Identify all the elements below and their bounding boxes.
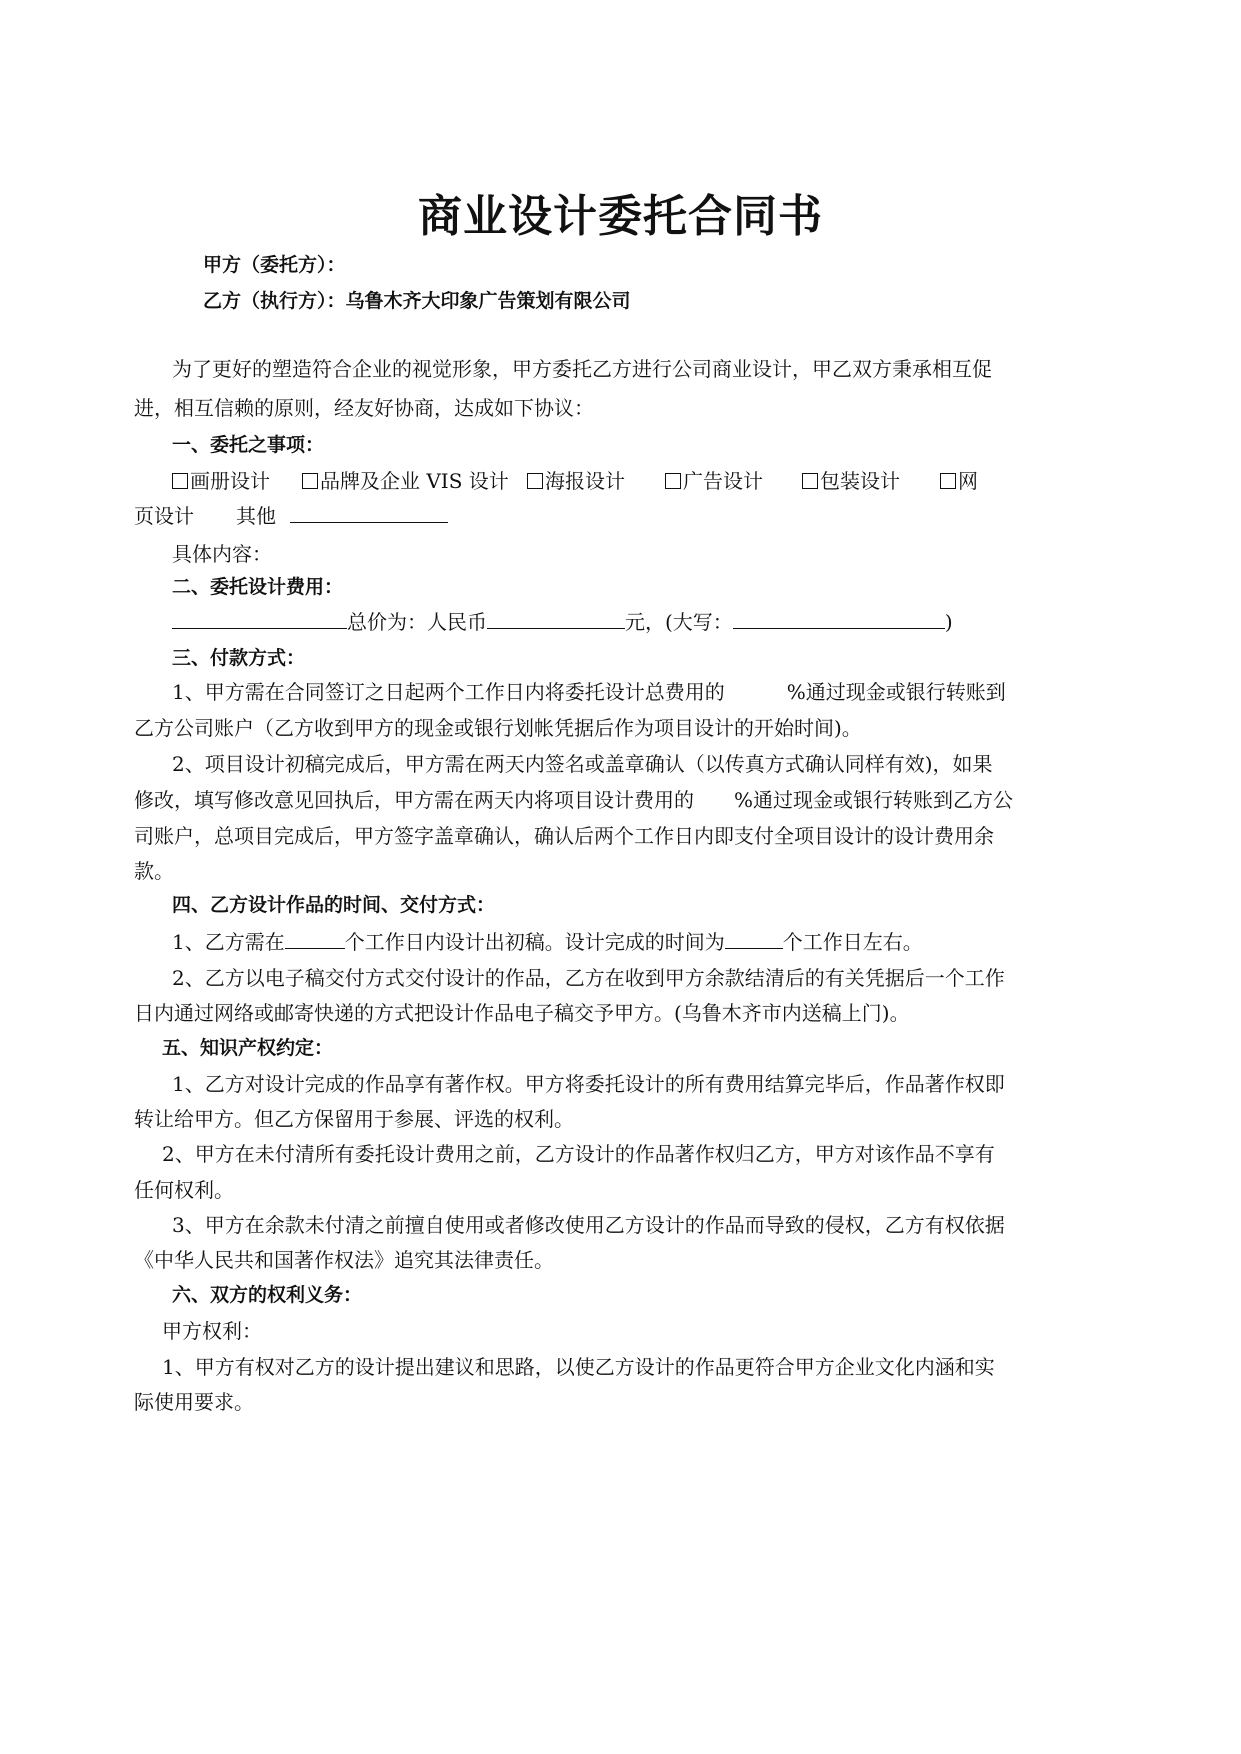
checkbox-icon[interactable]: [940, 473, 956, 489]
delivery-1: 1、乙方需在 个工作日内设计出初稿。设计完成的时间为 个工作日左右。: [172, 926, 923, 955]
option-brand-vis[interactable]: 品牌及企业 VIS 设计: [302, 465, 509, 494]
option-packaging[interactable]: 包装设计: [802, 465, 900, 494]
section-3-heading: 三、付款方式：: [172, 647, 306, 669]
checkbox-icon[interactable]: [527, 473, 543, 489]
checkbox-icon[interactable]: [665, 473, 681, 489]
detail-label: 具体内容：: [172, 542, 272, 566]
party-b-label: 乙方（执行方）：乌鲁木齐大印象广告策划有限公司: [203, 290, 631, 312]
option-brochure[interactable]: 画册设计: [172, 465, 270, 494]
delivery-2-line-2: 日内通过网络或邮寄快递的方式把设计作品电子稿交予甲方。(乌鲁木齐市内送稿上门)。: [134, 1001, 910, 1025]
fee-item-blank[interactable]: [172, 606, 347, 629]
rights-1-line-1: 1、甲方有权对乙方的设计提出建议和思路，以使乙方设计的作品更符合甲方企业文化内涵和实: [162, 1355, 995, 1379]
checkbox-icon[interactable]: [302, 473, 318, 489]
finish-days-blank[interactable]: [725, 926, 783, 949]
payment-2-line-4: 款。: [134, 859, 174, 883]
section-6-heading: 六、双方的权利义务：: [172, 1284, 363, 1306]
party-a-rights-label: 甲方权利：: [162, 1319, 262, 1343]
intro-line-2: 进，相互信赖的原则，经友好协商，达成如下协议：: [134, 396, 594, 420]
fee-line: 总价为：人民币 元，(大写： ): [172, 606, 953, 635]
payment-2-line-1: 2、项目设计初稿完成后，甲方需在两天内签名或盖章确认（以传真方式确认同样有效)，如果: [172, 752, 993, 776]
fee-amount-blank[interactable]: [487, 606, 625, 629]
option-other-label: 其他: [236, 504, 276, 528]
other-blank[interactable]: [290, 500, 448, 523]
ip-3-line-1: 3、甲方在余款未付清之前擅自使用或者修改使用乙方设计的作品而导致的侵权，乙方有权依据: [172, 1213, 1005, 1237]
option-poster[interactable]: 海报设计: [527, 465, 625, 494]
options-line-2: [134, 500, 448, 529]
ip-1-line-2: 转让给甲方。但乙方保留用于参展、评选的权利。: [134, 1107, 574, 1131]
ip-3-line-2: 《中华人民共和国著作权法》追究其法律责任。: [134, 1248, 554, 1272]
delivery-2-line-1: 2、乙方以电子稿交付方式交付设计的作品，乙方在收到甲方余款结清后的有关凭据后一个工作: [172, 966, 1005, 990]
option-web-cont: 页设计: [134, 504, 194, 528]
document-title: 商业设计委托合同书: [418, 191, 823, 242]
ip-2-line-1: 2、甲方在未付清所有委托设计费用之前，乙方设计的作品著作权归乙方，甲方对该作品不享有: [162, 1142, 995, 1166]
intro-line-1: 为了更好的塑造符合企业的视觉形象，甲方委托乙方进行公司商业设计，甲乙双方秉承相互促: [172, 357, 992, 381]
ip-1-line-1: 1、乙方对设计完成的作品享有著作权。甲方将委托设计的所有费用结算完毕后，作品著作权即: [172, 1072, 1005, 1096]
payment-1-line-1: 1、甲方需在合同签订之日起两个工作日内将委托设计总费用的 %通过现金或银行转账到: [172, 680, 1006, 704]
checkbox-icon[interactable]: [802, 473, 818, 489]
section-4-heading: 四、乙方设计作品的时间、交付方式：: [172, 894, 496, 916]
payment-2-line-3: 司账户，总项目完成后，甲方签字盖章确认，确认后两个工作日内即支付全项目设计的设计费用余: [134, 824, 994, 848]
option-advertising[interactable]: 广告设计: [665, 465, 763, 494]
section-5-heading: 五、知识产权约定：: [162, 1037, 334, 1059]
draft-days-blank[interactable]: [285, 926, 345, 949]
section-1-heading: 一、委托之事项：: [172, 434, 325, 456]
payment-1-line-2: 乙方公司账户（乙方收到甲方的现金或银行划帐凭据后作为项目设计的开始时间)。: [134, 716, 862, 740]
checkbox-icon[interactable]: [172, 473, 188, 489]
fee-words-blank[interactable]: [733, 606, 945, 629]
party-a-label: 甲方（委托方）：: [203, 254, 346, 276]
rights-1-line-2: 际使用要求。: [134, 1390, 254, 1414]
payment-2-line-2: 修改，填写修改意见回执后，甲方需在两天内将项目设计费用的 %通过现金或银行转账到乙方公: [134, 788, 1014, 812]
section-2-heading: 二、委托设计费用：: [172, 576, 344, 598]
ip-2-line-2: 任何权利。: [134, 1178, 234, 1202]
option-web[interactable]: 网: [940, 465, 978, 494]
